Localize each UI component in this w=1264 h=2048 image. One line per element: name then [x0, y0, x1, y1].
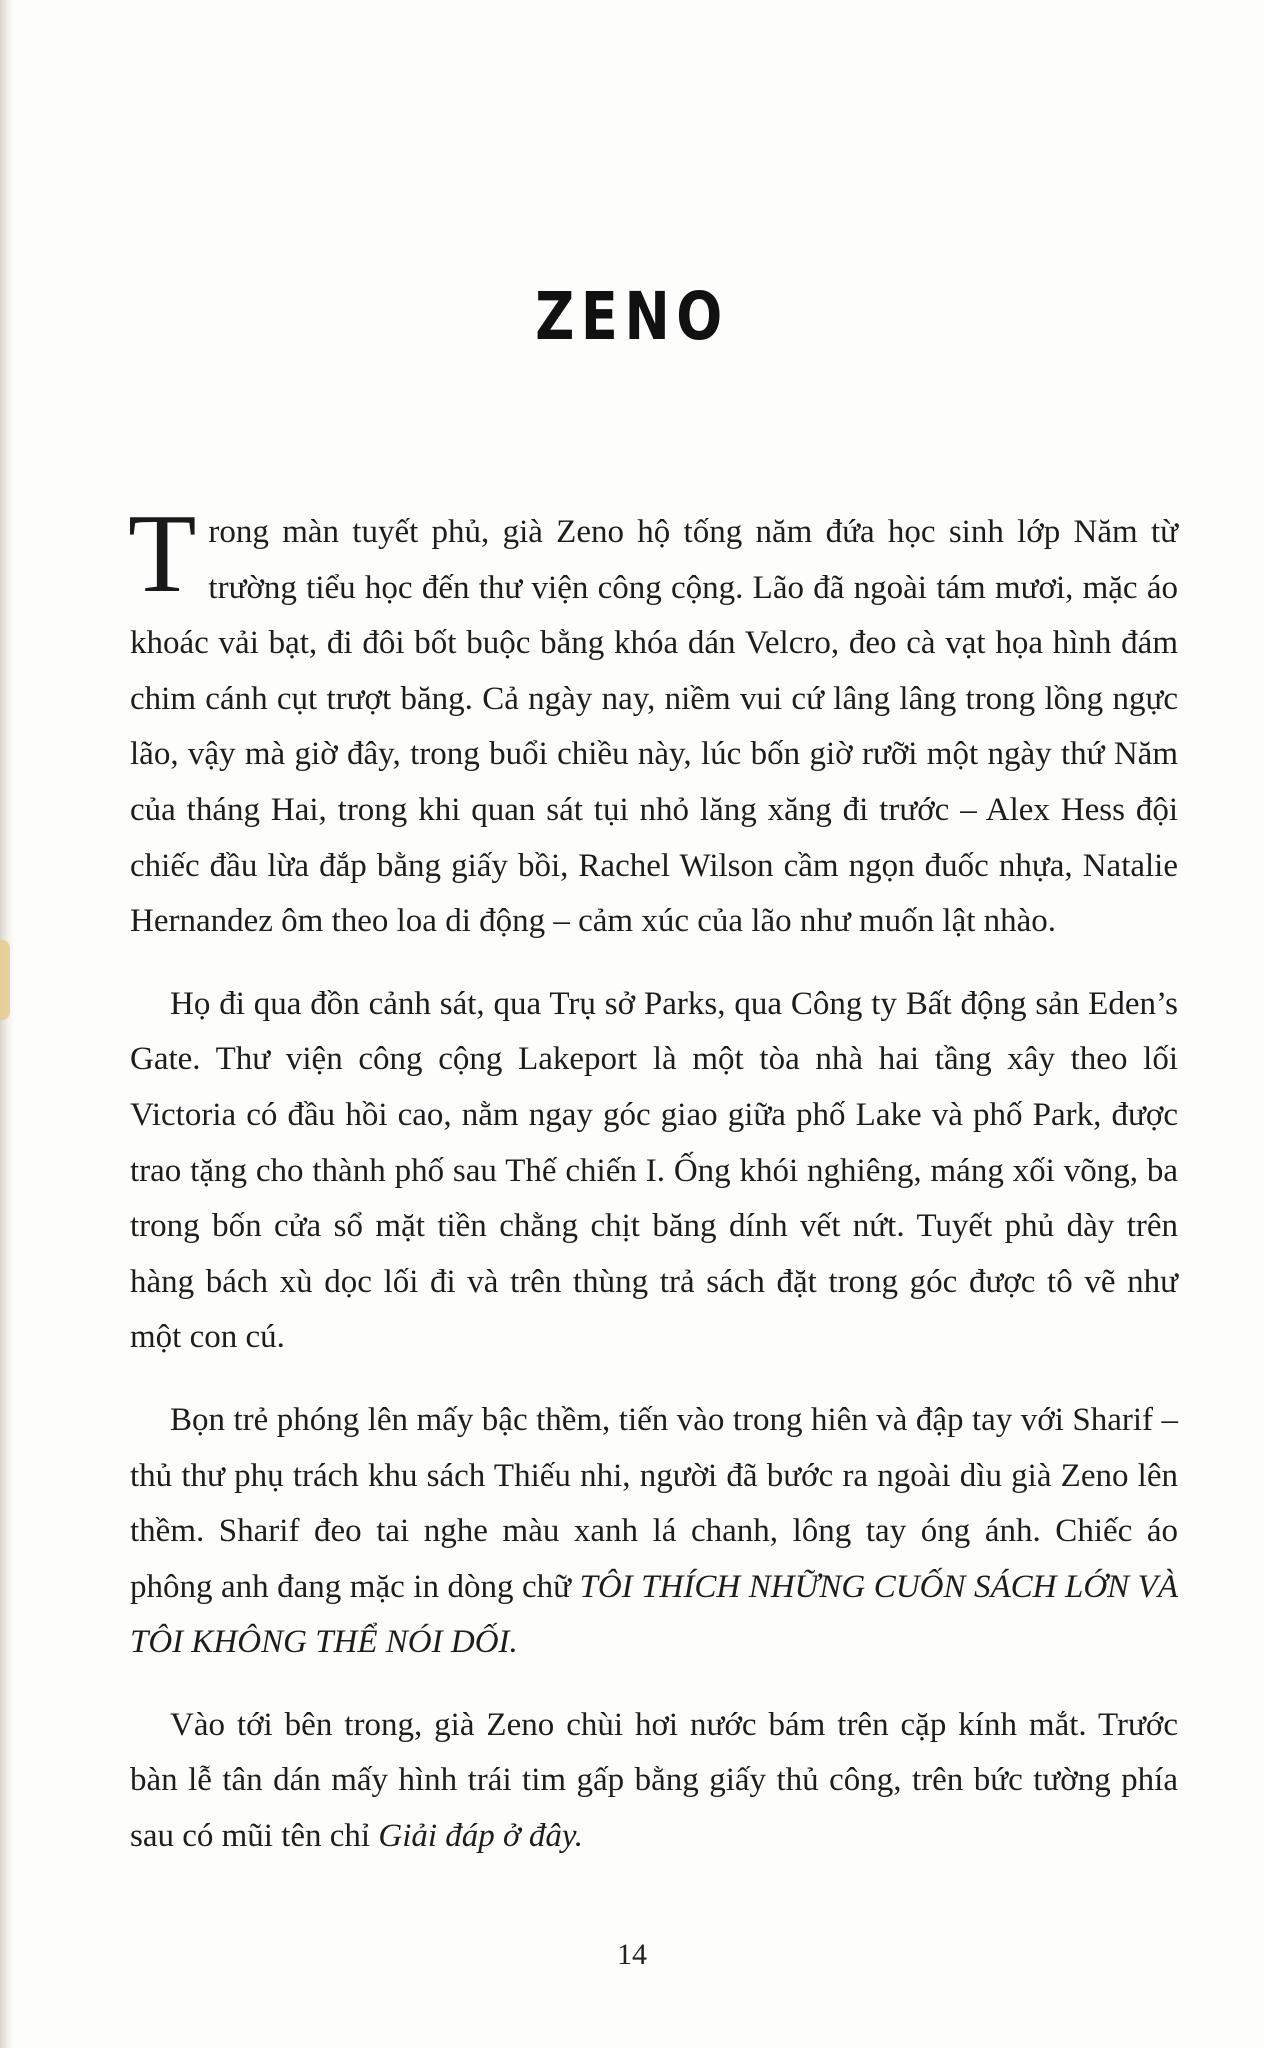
page-edge-stain [0, 940, 10, 1020]
sign-text: Giải đáp ở đây. [378, 1818, 583, 1855]
drop-cap: T [128, 492, 197, 616]
page-edge-shadow [0, 0, 14, 2048]
paragraph-2-text: Họ đi qua đồn cảnh sát, qua Trụ sở Parks, qua Công ty Bất động sản Eden’s Gate. Thư viện công cộng Lakeport là một tòa nhà hai tầng xây theo lối Victoria có đầu hồi cao, nằm ngay góc giao giữa phố Lake và phố Park, được trao tặng cho thành phố sau Thế chiến I. Ống khói nghiêng, máng xối võng, ba trong bốn cửa sổ mặt tiền chằng chịt băng dính vết nứt. Tuyết phủ dày trên hàng bách xù dọc lối đi và trên thùng trả sách đặt trong góc được tô vẽ như một con cú. [130, 985, 1178, 1356]
chapter-title: ZENO [535, 278, 729, 355]
paragraph-1-text: rong màn tuyết phủ, già Zeno hộ tống năm đứa học sinh lớp Năm từ trường tiểu học đến thư viện công cộng. Lão đã ngoài tám mươi, mặc áo khoác vải bạt, đi đôi bốt buộc bằng khóa dán Velcro, đeo cà vạt họa hình đám chim cánh cụt trượt băng. Cả ngày nay, niềm vui cứ lâng lâng trong lồng ngực lão, vậy mà giờ đây, trong buổi chiều này, lúc bốn giờ rưỡi một ngày thứ Năm của tháng Hai, trong khi quan sát tụi nhỏ lăng xăng đi trước – Alex Hess đội chiếc đầu lừa đắp bằng giấy bồi, Rachel Wilson cầm ngọn đuốc nhựa, Natalie Hernandez ôm theo loa di động – cảm xúc của lão như muốn lật nhào. [130, 514, 1178, 940]
paragraph-3-text: Bọn trẻ phóng lên mấy bậc thềm, tiến vào trong hiên và đập tay với Sharif – thủ thư phụ trách khu sách Thiếu nhi, người đã bước ra ngoài dìu già Zeno lên thềm. Sharif đeo tai nghe màu xanh lá chanh, lông tay óng ánh. Chiếc áo phông anh đang mặc in dòng chữ [130, 1401, 1178, 1605]
paragraph-2 [130, 977, 1178, 1366]
paragraph-1 [128, 492, 1178, 950]
paragraph-4 [130, 1698, 1178, 1865]
body-text [128, 492, 1178, 1892]
tshirt-slogan: TÔI THÍCH NHỮNG CUỐN SÁCH LỚN VÀ TÔI KHÔNG THỂ NÓI DỐI. [130, 1568, 1178, 1661]
page-number: 14 [617, 1938, 647, 1971]
paragraph-3 [130, 1393, 1178, 1671]
paragraph-4-text: Vào tới bên trong, già Zeno chùi hơi nước bám trên cặp kính mắt. Trước bàn lễ tân dán mấy hình trái tim gấp bằng giấy thủ công, trên bức tường phía sau có mũi tên chỉ [130, 1706, 1178, 1855]
